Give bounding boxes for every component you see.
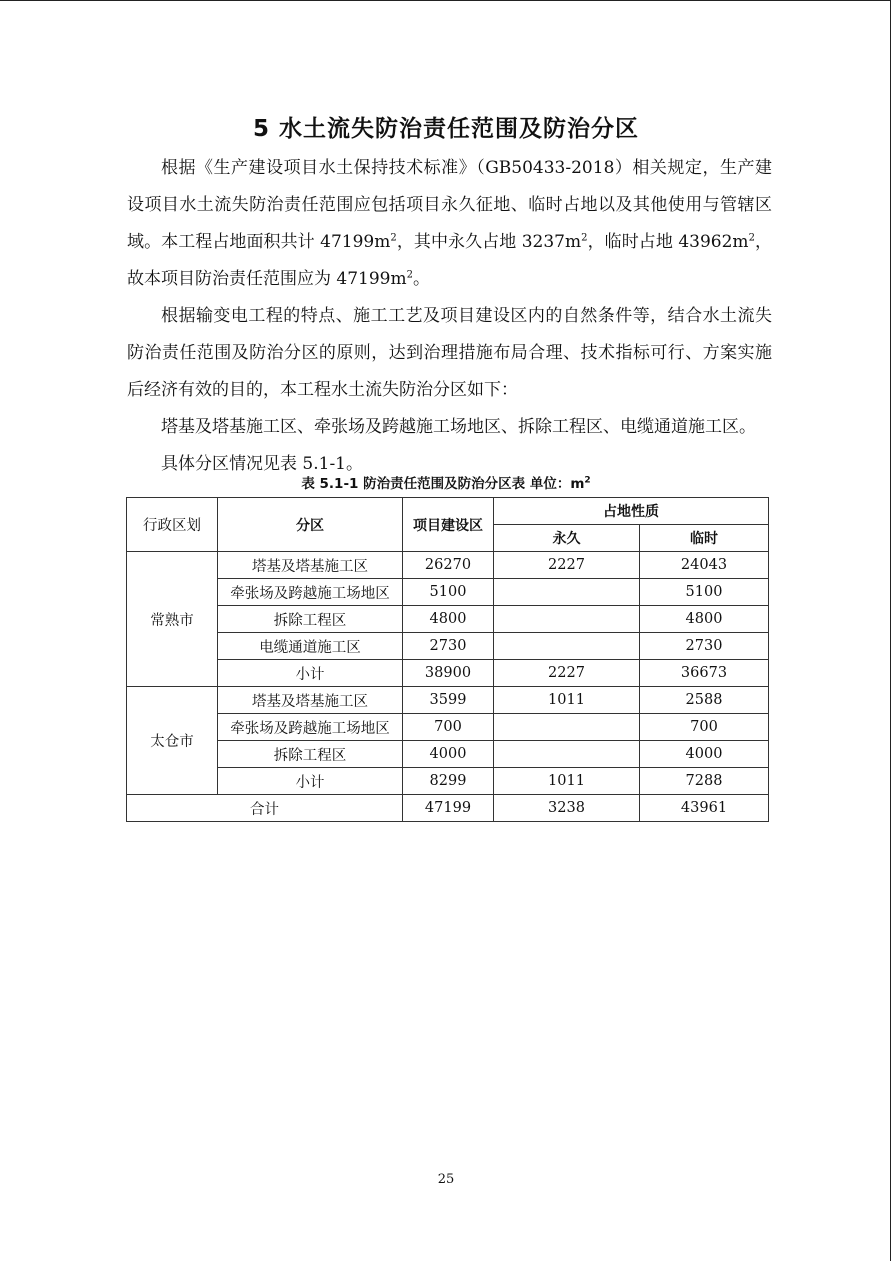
table-row — [127, 579, 769, 606]
paragraph-text: 根据输变电工程的特点、施工工艺及项目建设区内的自然条件等，结合水土流失防治责任范围及防治分区的原则，达到治理措施布局合理、技术指标可行、方案实施后经济有效的目的，本工程水土流失防治分区如下： — [127, 306, 772, 400]
paragraph-text: 塔基及塔基施工区、牵张场及跨越施工场地区、拆除工程区、电缆通道施工区。 — [161, 417, 756, 437]
header-area: 项目建设区 — [403, 498, 494, 552]
temporary-cell: 2730 — [640, 633, 769, 660]
permanent-cell — [494, 714, 640, 741]
temporary-cell: 7288 — [640, 768, 769, 795]
temporary-cell: 4800 — [640, 606, 769, 633]
temporary-cell: 2588 — [640, 687, 769, 714]
permanent-cell: 2227 — [494, 660, 640, 687]
paragraph — [127, 298, 772, 409]
table-row — [127, 633, 769, 660]
zone-cell: 拆除工程区 — [218, 741, 403, 768]
permanent-cell — [494, 741, 640, 768]
temporary-cell: 5100 — [640, 579, 769, 606]
zone-cell: 牵张场及跨越施工场地区 — [218, 714, 403, 741]
table-body — [127, 552, 769, 822]
total-temporary-cell: 43961 — [640, 795, 769, 822]
table-row — [127, 687, 769, 714]
header-region: 行政区划 — [127, 498, 218, 552]
area-cell: 26270 — [403, 552, 494, 579]
zone-cell: 拆除工程区 — [218, 606, 403, 633]
paragraph — [127, 409, 772, 446]
area-cell: 8299 — [403, 768, 494, 795]
total-permanent-cell: 3238 — [494, 795, 640, 822]
temporary-cell: 36673 — [640, 660, 769, 687]
paragraph — [127, 150, 772, 298]
total-label-cell: 合计 — [127, 795, 403, 822]
permanent-cell — [494, 633, 640, 660]
superscript: 2 — [748, 232, 755, 244]
paragraph-text: ，其中永久占地 3237m — [396, 232, 582, 252]
area-cell: 2730 — [403, 633, 494, 660]
paragraph-text: 根据《生产建设项目水土保持技术标准》（GB50433-2018）相关规定，生产建设项目水土流失防治责任范围应包括项目永久征地、临时占地以及其他使用与管辖区域。本工程占地面积共计 47199m — [127, 158, 772, 252]
header-zone: 分区 — [218, 498, 403, 552]
header-temporary: 临时 — [640, 525, 769, 552]
table-row — [127, 714, 769, 741]
table-caption — [0, 472, 892, 492]
superscript: 2 — [581, 232, 588, 244]
table-caption-text: 表 5.1-1 防治责任范围及防治分区表 单位：m — [301, 476, 585, 492]
body-text — [127, 150, 772, 483]
paragraph-text: 具体分区情况见表 5.1-1。 — [161, 454, 363, 474]
superscript: 2 — [406, 269, 413, 281]
table-caption-sup: 2 — [584, 475, 591, 486]
table-row — [127, 741, 769, 768]
area-cell: 3599 — [403, 687, 494, 714]
temporary-cell: 24043 — [640, 552, 769, 579]
area-cell: 4800 — [403, 606, 494, 633]
permanent-cell — [494, 579, 640, 606]
area-cell: 700 — [403, 714, 494, 741]
superscript: 2 — [390, 232, 397, 244]
permanent-cell: 2227 — [494, 552, 640, 579]
section-title: 5 水土流失防治责任范围及防治分区 — [252, 116, 639, 142]
permanent-cell: 1011 — [494, 768, 640, 795]
paragraph-text: ，故本项目防治责任范围应为 47199m — [127, 232, 773, 289]
total-row — [127, 795, 769, 822]
permanent-cell: 1011 — [494, 687, 640, 714]
region-cell: 太仓市 — [127, 687, 218, 795]
zone-cell: 塔基及塔基施工区 — [218, 687, 403, 714]
table-row — [127, 552, 769, 579]
temporary-cell: 4000 — [640, 741, 769, 768]
zone-cell: 电缆通道施工区 — [218, 633, 403, 660]
table-row — [127, 660, 769, 687]
zone-cell: 小计 — [218, 768, 403, 795]
table-row — [127, 606, 769, 633]
header-land-nature: 占地性质 — [494, 498, 769, 525]
permanent-cell — [494, 606, 640, 633]
page-number: 25 — [437, 1172, 455, 1187]
area-cell: 5100 — [403, 579, 494, 606]
header-permanent: 永久 — [494, 525, 640, 552]
zone-cell: 塔基及塔基施工区 — [218, 552, 403, 579]
region-cell: 常熟市 — [127, 552, 218, 687]
area-cell: 4000 — [403, 741, 494, 768]
paragraph-text: ，临时占地 43962m — [587, 232, 749, 252]
total-area-cell: 47199 — [403, 795, 494, 822]
table-row — [127, 768, 769, 795]
zone-cell: 牵张场及跨越施工场地区 — [218, 579, 403, 606]
area-cell: 38900 — [403, 660, 494, 687]
zone-table — [126, 497, 769, 822]
temporary-cell: 700 — [640, 714, 769, 741]
zone-cell: 小计 — [218, 660, 403, 687]
paragraph-text: 。 — [412, 269, 430, 289]
